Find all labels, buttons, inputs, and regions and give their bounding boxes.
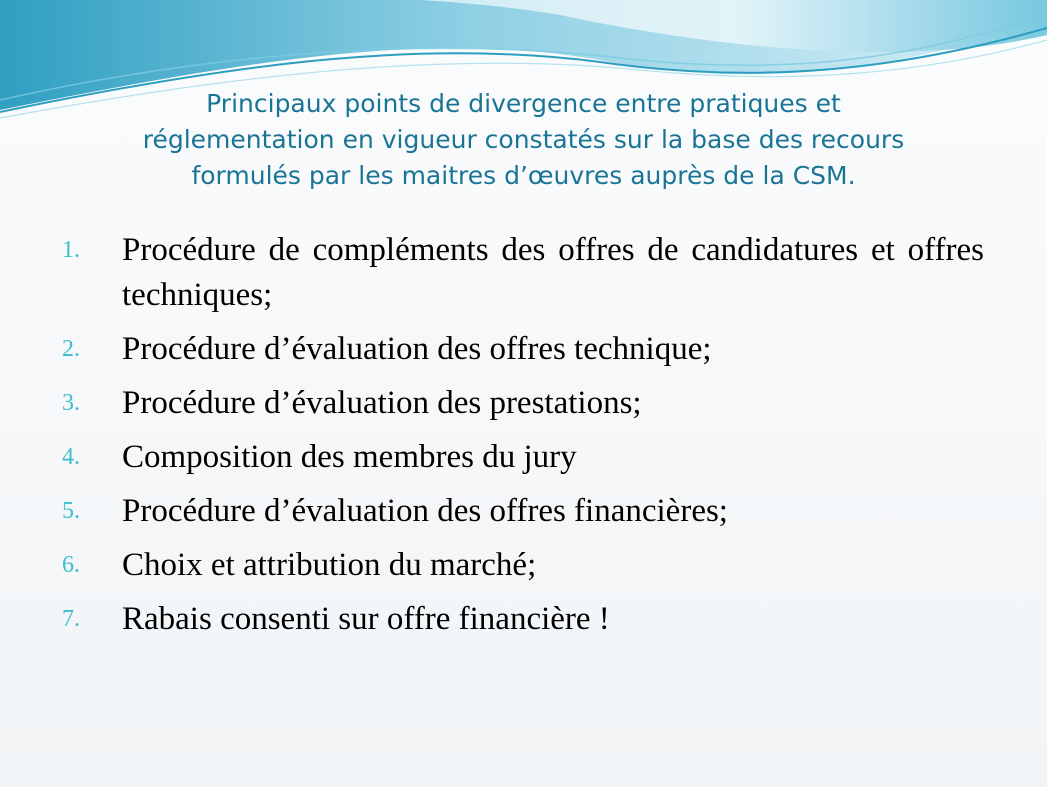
list-item-number: 3. bbox=[62, 390, 80, 416]
list-item bbox=[62, 435, 984, 480]
list-item bbox=[62, 327, 984, 372]
divergence-list bbox=[62, 228, 984, 651]
list-item bbox=[62, 597, 984, 642]
title-line: Principaux points de divergence entre pratiques et bbox=[206, 89, 841, 118]
list-item bbox=[62, 489, 984, 534]
title-line: réglementation en vigueur constatés sur la base des recours bbox=[142, 125, 905, 154]
list-item-number: 4. bbox=[62, 444, 80, 470]
list-item-text: Composition des membres du jury bbox=[122, 439, 577, 475]
list-item-number: 6. bbox=[62, 552, 80, 578]
list-item-number: 1. bbox=[62, 237, 80, 263]
list-item-text: Procédure d’évaluation des prestations; bbox=[122, 385, 642, 421]
list-item-text: Procédure d’évaluation des offres financières; bbox=[122, 493, 728, 529]
list-item-text: Procédure d’évaluation des offres technique; bbox=[122, 331, 712, 367]
list-item-text: Rabais consenti sur offre financière ! bbox=[122, 601, 610, 637]
list-item bbox=[62, 228, 984, 318]
list-item-number: 7. bbox=[62, 606, 80, 632]
list-item-number: 2. bbox=[62, 336, 80, 362]
list-item-text: Procédure de compléments des offres de candidatures et offres techniques; bbox=[122, 232, 984, 313]
slide-title bbox=[60, 86, 987, 194]
list-item bbox=[62, 381, 984, 426]
title-line: formulés par les maitres d’œuvres auprès de la CSM. bbox=[191, 161, 856, 190]
list-item-text: Choix et attribution du marché; bbox=[122, 547, 537, 583]
list-item-number: 5. bbox=[62, 498, 80, 524]
list-item bbox=[62, 543, 984, 588]
